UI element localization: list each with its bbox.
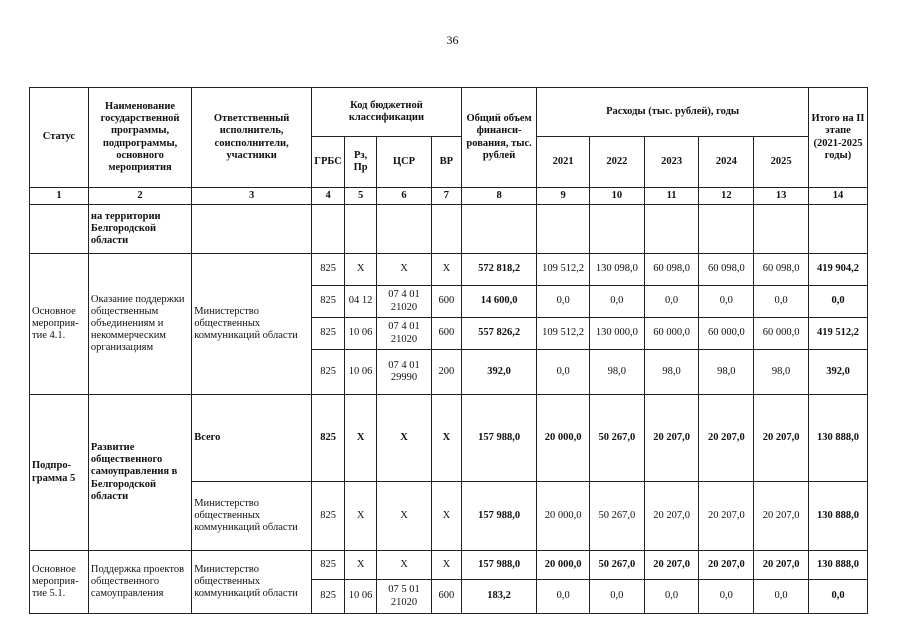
year-2022-cell: 0,0	[589, 580, 644, 614]
executor-cell: Всего	[192, 395, 312, 482]
total-cell: 157 988,0	[461, 395, 536, 482]
year-2023-cell: 0,0	[644, 286, 699, 318]
vr-cell: Х	[431, 254, 461, 286]
stage-total-cell: 0,0	[809, 580, 868, 614]
rz-cell: 10 06	[345, 350, 377, 395]
year-2023-cell: 0,0	[644, 580, 699, 614]
year-2021-cell: 0,0	[537, 580, 590, 614]
vr-cell: Х	[431, 395, 461, 482]
column-number: 8	[461, 188, 536, 205]
year-2025-cell: 0,0	[754, 580, 809, 614]
year-2024-cell: 20 207,0	[699, 482, 754, 551]
executor-cell: Министерство общественных коммуникаций области	[192, 482, 312, 551]
csr-cell: Х	[377, 254, 432, 286]
name-cell: Оказание поддержки общественным объединениям и некоммерческим организациям	[88, 254, 191, 395]
column-number: 3	[192, 188, 312, 205]
grbs-cell: 825	[312, 482, 345, 551]
year-2025-cell: 20 207,0	[754, 482, 809, 551]
csr-cell: Х	[377, 482, 432, 551]
header-status: Статус	[30, 88, 89, 188]
total-cell: 157 988,0	[461, 482, 536, 551]
grbs-cell: 825	[312, 395, 345, 482]
empty-cell	[431, 205, 461, 254]
column-number: 14	[809, 188, 868, 205]
column-number: 11	[644, 188, 699, 205]
empty-cell	[461, 205, 536, 254]
continuation-name: на территории Белгородской области	[88, 205, 191, 254]
status-cell	[30, 205, 89, 254]
year-2023-cell: 20 207,0	[644, 551, 699, 580]
header-row	[30, 88, 868, 137]
vr-cell: 200	[431, 350, 461, 395]
executor-cell: Министерство общественных коммуникаций области	[192, 551, 312, 614]
column-number: 9	[537, 188, 590, 205]
continuation-row	[30, 205, 868, 254]
header-year-2024: 2024	[699, 137, 754, 188]
header-year-2022: 2022	[589, 137, 644, 188]
table-row	[30, 395, 868, 482]
year-2021-cell: 20 000,0	[537, 482, 590, 551]
empty-cell	[809, 205, 868, 254]
year-2025-cell: 60 000,0	[754, 318, 809, 350]
stage-total-cell: 419 512,2	[809, 318, 868, 350]
header-expenses: Расходы (тыс. рублей), годы	[537, 88, 809, 137]
year-2025-cell: 60 098,0	[754, 254, 809, 286]
year-2022-cell: 98,0	[589, 350, 644, 395]
csr-cell: 07 4 01 29990	[377, 350, 432, 395]
total-cell: 557 826,2	[461, 318, 536, 350]
header-grbs: ГРБС	[312, 137, 345, 188]
empty-cell	[537, 205, 590, 254]
vr-cell: Х	[431, 482, 461, 551]
year-2022-cell: 0,0	[589, 286, 644, 318]
year-2023-cell: 20 207,0	[644, 395, 699, 482]
year-2021-cell: 109 512,2	[537, 318, 590, 350]
column-number: 13	[754, 188, 809, 205]
stage-total-cell: 130 888,0	[809, 395, 868, 482]
rz-cell: 10 06	[345, 318, 377, 350]
stage-total-cell: 0,0	[809, 286, 868, 318]
column-number: 5	[345, 188, 377, 205]
header-year-2023: 2023	[644, 137, 699, 188]
year-2025-cell: 0,0	[754, 286, 809, 318]
header-csr: ЦСР	[377, 137, 432, 188]
grbs-cell: 825	[312, 580, 345, 614]
rz-cell: Х	[345, 551, 377, 580]
budget-table	[29, 87, 868, 614]
year-2025-cell: 20 207,0	[754, 551, 809, 580]
column-number-row	[30, 188, 868, 205]
stage-total-cell: 419 904,2	[809, 254, 868, 286]
year-2021-cell: 0,0	[537, 286, 590, 318]
header-executor: Ответственный исполнитель, соисполнители, участники	[192, 88, 312, 188]
csr-cell: 07 4 01 21020	[377, 286, 432, 318]
year-2022-cell: 130 000,0	[589, 318, 644, 350]
total-cell: 572 818,2	[461, 254, 536, 286]
executor-cell: Министерство общественных коммуникаций области	[192, 254, 312, 395]
empty-cell	[754, 205, 809, 254]
csr-cell: 07 5 01 21020	[377, 580, 432, 614]
name-cell: Развитие общественного самоуправления в Белгородской области	[88, 395, 191, 551]
grbs-cell: 825	[312, 551, 345, 580]
table-row	[30, 254, 868, 286]
header-rz-pr: Рз, Пр	[345, 137, 377, 188]
year-2021-cell: 20 000,0	[537, 395, 590, 482]
header-year-2025: 2025	[754, 137, 809, 188]
vr-cell: 600	[431, 318, 461, 350]
rz-cell: Х	[345, 395, 377, 482]
vr-cell: Х	[431, 551, 461, 580]
name-cell: Поддержка проектов общественного самоуправления	[88, 551, 191, 614]
year-2024-cell: 20 207,0	[699, 395, 754, 482]
column-number: 12	[699, 188, 754, 205]
header-year-2021: 2021	[537, 137, 590, 188]
header-name: Наименование государственной программы, подпрограммы, основного мероприятия	[88, 88, 191, 188]
empty-cell	[699, 205, 754, 254]
csr-cell: Х	[377, 395, 432, 482]
year-2023-cell: 60 000,0	[644, 318, 699, 350]
stage-total-cell: 130 888,0	[809, 482, 868, 551]
year-2024-cell: 60 000,0	[699, 318, 754, 350]
executor-cell	[192, 205, 312, 254]
year-2021-cell: 0,0	[537, 350, 590, 395]
page-number: 36	[446, 33, 459, 47]
empty-cell	[312, 205, 345, 254]
grbs-cell: 825	[312, 286, 345, 318]
year-2022-cell: 50 267,0	[589, 395, 644, 482]
status-cell: Основное мероприя-тие 4.1.	[30, 254, 89, 395]
csr-cell: Х	[377, 551, 432, 580]
header-stage-total: Итого на II этапе (2021-2025 годы)	[809, 88, 868, 188]
empty-cell	[589, 205, 644, 254]
csr-cell: 07 4 01 21020	[377, 318, 432, 350]
year-2023-cell: 20 207,0	[644, 482, 699, 551]
column-number: 4	[312, 188, 345, 205]
year-2025-cell: 20 207,0	[754, 395, 809, 482]
column-number: 1	[30, 188, 89, 205]
header-total: Общий объем финанси-рования, тыс. рублей	[461, 88, 536, 188]
year-2024-cell: 20 207,0	[699, 551, 754, 580]
year-2024-cell: 0,0	[699, 580, 754, 614]
rz-cell: 10 06	[345, 580, 377, 614]
status-cell: Основное мероприя-тие 5.1.	[30, 551, 89, 614]
year-2023-cell: 98,0	[644, 350, 699, 395]
vr-cell: 600	[431, 580, 461, 614]
year-2021-cell: 109 512,2	[537, 254, 590, 286]
column-number: 10	[589, 188, 644, 205]
vr-cell: 600	[431, 286, 461, 318]
grbs-cell: 825	[312, 350, 345, 395]
empty-cell	[644, 205, 699, 254]
year-2022-cell: 130 098,0	[589, 254, 644, 286]
status-cell: Подпро-грамма 5	[30, 395, 89, 551]
header-budget-code: Код бюджетной классификации	[312, 88, 462, 137]
year-2024-cell: 0,0	[699, 286, 754, 318]
total-cell: 392,0	[461, 350, 536, 395]
year-2021-cell: 20 000,0	[537, 551, 590, 580]
year-2022-cell: 50 267,0	[589, 482, 644, 551]
year-2022-cell: 50 267,0	[589, 551, 644, 580]
rz-cell: Х	[345, 482, 377, 551]
year-2023-cell: 60 098,0	[644, 254, 699, 286]
empty-cell	[345, 205, 377, 254]
year-2025-cell: 98,0	[754, 350, 809, 395]
table-row	[30, 551, 868, 580]
stage-total-cell: 130 888,0	[809, 551, 868, 580]
column-number: 6	[377, 188, 432, 205]
column-number: 7	[431, 188, 461, 205]
rz-cell: Х	[345, 254, 377, 286]
stage-total-cell: 392,0	[809, 350, 868, 395]
total-cell: 183,2	[461, 580, 536, 614]
column-number: 2	[88, 188, 191, 205]
grbs-cell: 825	[312, 318, 345, 350]
empty-cell	[377, 205, 432, 254]
total-cell: 157 988,0	[461, 551, 536, 580]
rz-cell: 04 12	[345, 286, 377, 318]
header-vr: ВР	[431, 137, 461, 188]
year-2024-cell: 98,0	[699, 350, 754, 395]
grbs-cell: 825	[312, 254, 345, 286]
total-cell: 14 600,0	[461, 286, 536, 318]
year-2024-cell: 60 098,0	[699, 254, 754, 286]
